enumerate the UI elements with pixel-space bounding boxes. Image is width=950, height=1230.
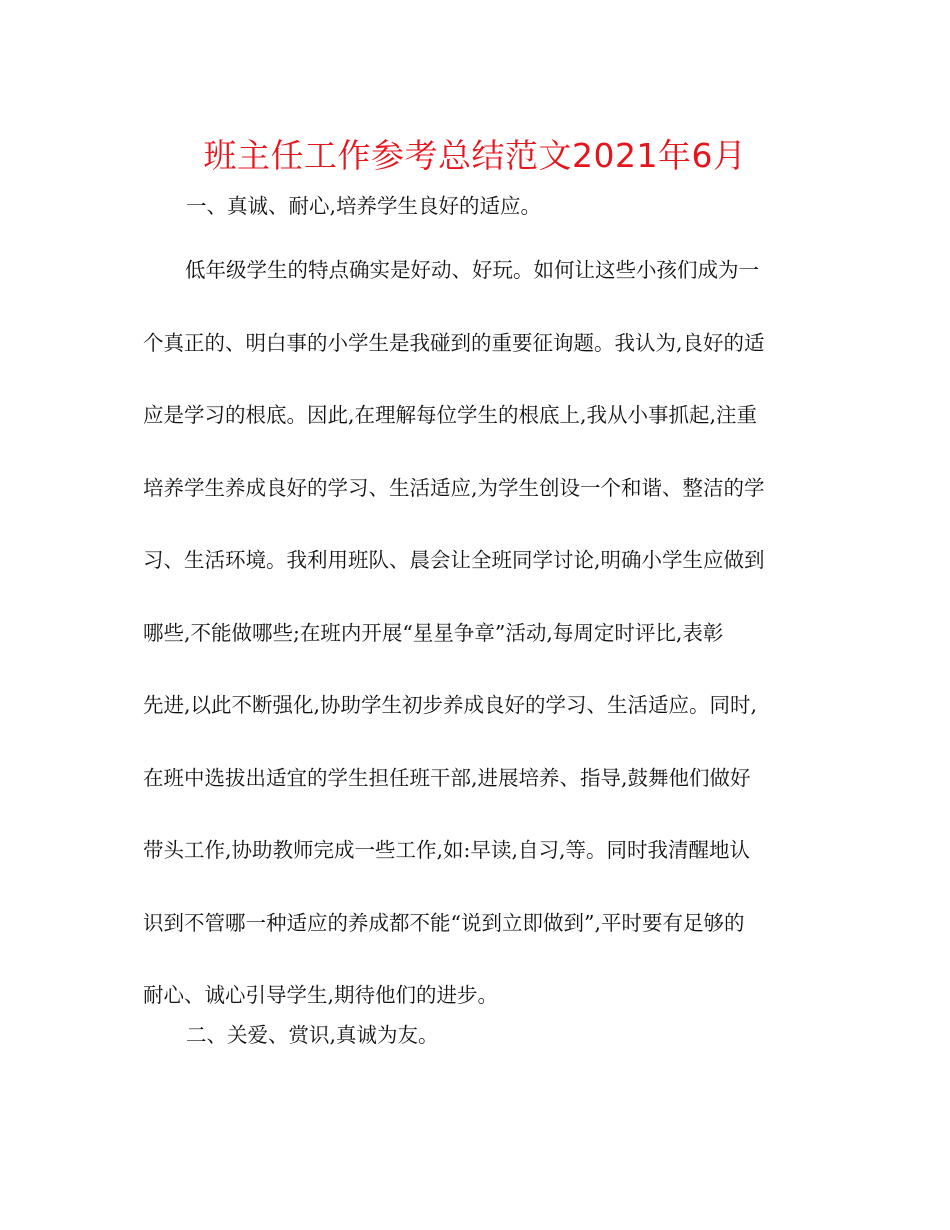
paragraph-line: 培养学生养成良好的学习、生活适应,为学生创设一个和谐、整洁的学 bbox=[143, 475, 765, 500]
document-title: 班主任工作参考总结范文2021年6月 bbox=[203, 136, 747, 175]
section-heading-2: 二、关爱、赏识,真诚为友。 bbox=[186, 1023, 439, 1047]
paragraph-line: 先进,以此不断强化,协助学生初步养成良好的学习、生活适应。同时, bbox=[143, 693, 758, 717]
paragraph-line: 习、生活环境。我利用班队、晨会让全班同学讨论,明确小学生应做到 bbox=[143, 548, 765, 572]
paragraph-line: 识到不管哪一种适应的养成都不能“说到立即做到”,平时要有足够的 bbox=[143, 910, 745, 935]
paragraph-line: 个真正的、明白事的小学生是我碰到的重要征询题。我认为,良好的适 bbox=[143, 330, 765, 355]
paragraph-line: 带头工作,协助教师完成一些工作,如:早读,自习,等。同时我清醒地认 bbox=[143, 838, 750, 862]
paragraph-line: 应是学习的根底。因此,在理解每位学生的根底上,我从小事抓起,注重 bbox=[143, 403, 758, 427]
paragraph-line: 哪些,不能做哪些;在班内开展“星星争章”活动,每周定时评比,表彰 bbox=[143, 620, 724, 645]
paragraph-line: 在班中选拔出适宜的学生担任班干部,进展培养、指导,鼓舞他们做好 bbox=[143, 765, 751, 790]
paragraph-line: 低年级学生的特点确实是好动、好玩。如何让这些小孩们成为一 bbox=[185, 258, 759, 282]
section-heading-1: 一、真诚、耐心,培养学生良好的适应。 bbox=[186, 194, 542, 218]
paragraph-line: 耐心、诚心引导学生,期待他们的进步。 bbox=[143, 983, 499, 1007]
paragraph-1 bbox=[143, 234, 808, 1032]
